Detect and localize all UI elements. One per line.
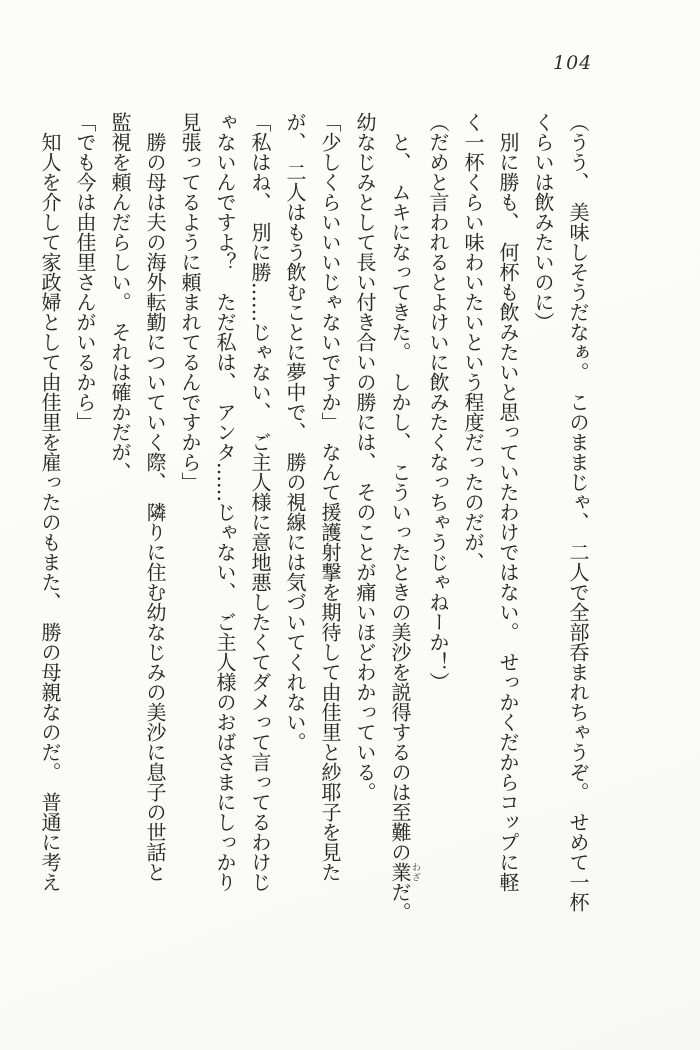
text-column: ゃないんですよ？ ただ私は、 アンタ……じゃない、 ご主人様のおばさまにしっかり [213, 112, 237, 892]
ruby-annotation: 業わざ [388, 862, 420, 882]
text-column: 別に勝も、 何杯も飲みたいと思っていたわけではない。 せっかくだからコップに軽 [496, 112, 520, 892]
text-column: 「私はね、 別に勝……じゃない、 ご主人様に意地悪したくてダメって言ってるわけじ [248, 112, 272, 892]
text-column: 勝の母は夫の海外転勤についていく際、 隣りに住む幼なじみの美沙に息子の世話と [143, 112, 167, 882]
text-column: 「でも今は由佳里さんがいるから」 [73, 112, 97, 432]
text-column: 知人を介して家政婦として由佳里を雇ったのもまた、 勝の母親なのだ。 普通に考え [38, 112, 62, 892]
body-text [32, 112, 595, 964]
page-number: 104 [553, 52, 593, 74]
text-column: （だめと言われるとよけいに飲みたくなっちゃうじゃねーか！） [426, 112, 450, 692]
text-column: 「少しくらいいいじゃないですか」 なんて援護射撃を期待して由佳里と紗耶子を見た [318, 112, 342, 882]
text-column: と、 ムキになってきた。 しかし、 こういったときの美沙を説得するのは至難の業わざだ。 [388, 112, 420, 922]
text-column: が、 二人はもう飲むことに夢中で、 勝の視線には気づいてくれない。 [283, 112, 307, 752]
text-column: く一杯くらい味わいたいという程度だったのだが、 [461, 112, 485, 572]
text-column: 見張ってるように頼まれてるんですから」 [178, 112, 202, 492]
text-column: （うう、 美味しそうだなぁ。 このままじゃ、 二人で全部呑まれちゃうぞ。 せめて一杯 [566, 112, 590, 912]
text-column: くらいは飲みたいのに） [531, 112, 555, 332]
text-column: 監視を頼んだらしい。 それは確かだが、 [108, 112, 132, 482]
text-column: 幼なじみとして長い付き合いの勝には、 そのことが痛いほどわかっている。 [353, 112, 377, 802]
